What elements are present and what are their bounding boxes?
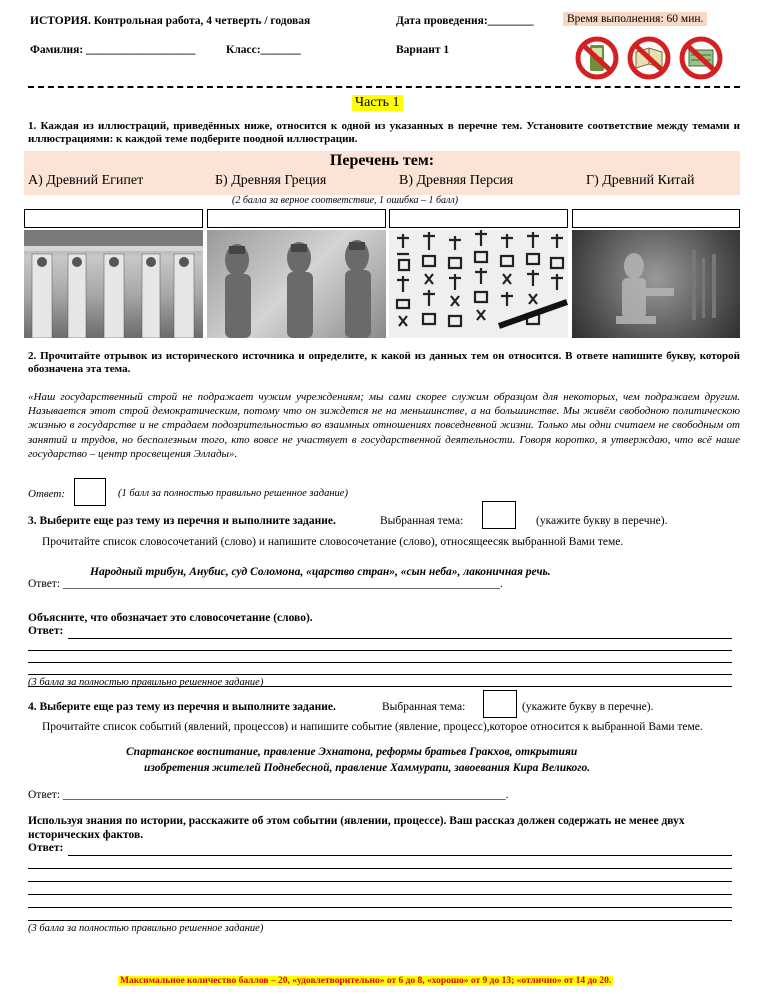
- task4-answer-line[interactable]: Ответ: _____________________________________________________________________________.: [28, 789, 509, 801]
- task3-explain: Объясните, что обозначает это словосочетание (слово).: [28, 612, 313, 624]
- task4-explain: Используя знания по истории, расскажите об этом событии (явлении, процессе). Ваш рассказ должен содержать не менее двух исторических фактов.: [28, 815, 685, 841]
- task3-answer-line[interactable]: Ответ: ____________________________________________________________________________.: [28, 578, 503, 590]
- variant-label: Вариант 1: [396, 44, 450, 56]
- task4-chosen-label: Выбранная тема:: [382, 701, 466, 713]
- task4-title: 4. Выберите еще раз тему из перечня и выполните задание.: [28, 701, 336, 713]
- topics-panel: [24, 151, 740, 195]
- task4-list-line1: Спартанское воспитание, правление Эхнатона, реформы братьев Гракхов, открытияи: [126, 746, 578, 758]
- time-label: Время выполнения: 60 мин.: [563, 12, 707, 26]
- task1-answer-2[interactable]: [207, 209, 386, 228]
- task3-answer-line-1[interactable]: [68, 638, 732, 639]
- task4-answer-line-6[interactable]: [28, 920, 732, 921]
- task3-list: Народный трибун, Анубис, суд Соломона, «царство стран», «сын неба», лаконичная речь.: [90, 566, 551, 578]
- topic-b: Б) Древняя Греция: [215, 173, 327, 188]
- task3-title: 3. Выберите еще раз тему из перечня и выполните задание.: [28, 515, 336, 527]
- topic-a: А) Древний Египет: [28, 173, 144, 188]
- grading-footer: Максимальное количество баллов – 20, «удовлетворительно» от 6 до 8, «хорошо» от 9 до 13; «отлично» от 14 до 20.: [120, 976, 612, 986]
- task3-topic-box[interactable]: [482, 501, 516, 529]
- task2-quote: «Наш государственный строй не подражает чужим учреждениям; мы сами скорее служим образцом для некоторых, чем подражаем другим. Называется этот строй демократическим, потому что он зиждется не на меньшинстве, а на большинстве. Мы живём свободною политическою жизнью в государстве и не страдаем подозрительностью во взаимных отношениях повседневной жизни. Только мы одни считаем не свободным от занятий и трудов, но бесполезным того, кто вовсе не участвует в государственной деятельности. Говоря коротко, я утверждаю, что всё наше государство – центр просвещения Эллады».: [28, 391, 740, 460]
- illustration-egyptian-relief: [572, 230, 740, 338]
- date-label: Дата проведения:________: [396, 15, 534, 27]
- topics-title: Перечень тем:: [329, 152, 435, 169]
- doc-title: ИСТОРИЯ. Контрольная работа, 4 четверть / годовая: [30, 15, 311, 27]
- task2-text: 2. Прочитайте отрывок из исторического источника и определите, к какой из данных тем он относится. В ответе напишите букву, которой обозначена эта тема.: [28, 350, 740, 375]
- class-label: Класс:_______: [226, 44, 301, 56]
- task4-list-line2: изобретения жителей Поднебесной, правление Хаммурапи, завоевания Кира Великого.: [144, 762, 591, 774]
- task4-score: (3 балла за полностью правильно решенное задание): [28, 923, 264, 934]
- task1-score: (2 балла за верное соответствие, 1 ошибка – 1 балл): [232, 195, 459, 206]
- task4-answer-line-1[interactable]: [68, 855, 732, 856]
- task1-text: 1. Каждая из иллюстраций, приведённых ниже, относится к одной из указанных в перечне тем. Установите соответствие между темами и иллюстрациями: к каждой теме подберите поодной иллюстрации.: [28, 120, 740, 145]
- task2-score: (1 балл за полностью правильно решенное задание): [118, 488, 348, 499]
- task1-answer-1[interactable]: [24, 209, 203, 228]
- task1-answer-3[interactable]: [389, 209, 568, 228]
- illustration-persian-relief: [207, 230, 386, 338]
- no-paper-icon: [678, 36, 724, 80]
- task4-hint: (укажите букву в перечне).: [522, 701, 654, 713]
- illustration-caryatids: [24, 230, 203, 338]
- task4-answer-line-5[interactable]: [28, 907, 732, 908]
- part-label: Часть 1: [352, 95, 403, 111]
- task3-answer-label: Ответ:: [28, 625, 64, 637]
- cut-line: [28, 86, 740, 88]
- task2-answer-box[interactable]: [74, 478, 106, 506]
- task4-answer-line-2[interactable]: [28, 868, 732, 869]
- illustration-chinese-script: [389, 230, 568, 338]
- topic-d: Г) Древний Китай: [586, 173, 695, 188]
- task4-topic-box[interactable]: [483, 690, 517, 718]
- task1-answer-4[interactable]: [572, 209, 740, 228]
- task4-answer-line-4[interactable]: [28, 894, 732, 895]
- task4-answer-line-3[interactable]: [28, 881, 732, 882]
- task3-answer-line-2[interactable]: [28, 650, 732, 651]
- task3-answer-line-3[interactable]: [28, 662, 732, 663]
- task4-instruction: Прочитайте список событий (явлений, процессов) и напишите событие (явление, процесс),которое относится к выбранной Вами теме.: [42, 721, 703, 733]
- task2-answer-label: Ответ:: [28, 488, 66, 500]
- no-phone-icon: [574, 36, 620, 80]
- topic-c: В) Древняя Персия: [399, 173, 514, 188]
- no-book-icon: [626, 36, 672, 80]
- task3-hint: (укажите букву в перечне).: [536, 515, 668, 527]
- task4-answer-label: Ответ:: [28, 842, 64, 854]
- task3-instruction: Прочитайте список словосочетаний (слово) и напишите словосочетание (слово), относящеесяк выбранной Вами теме.: [42, 536, 624, 548]
- surname-label: Фамилия: ___________________: [30, 44, 196, 56]
- task3-chosen-label: Выбранная тема:: [380, 515, 464, 527]
- task3-score: (3 балла за полностью правильно решенное задание): [28, 677, 264, 688]
- task3-answer-line-4[interactable]: [28, 674, 732, 675]
